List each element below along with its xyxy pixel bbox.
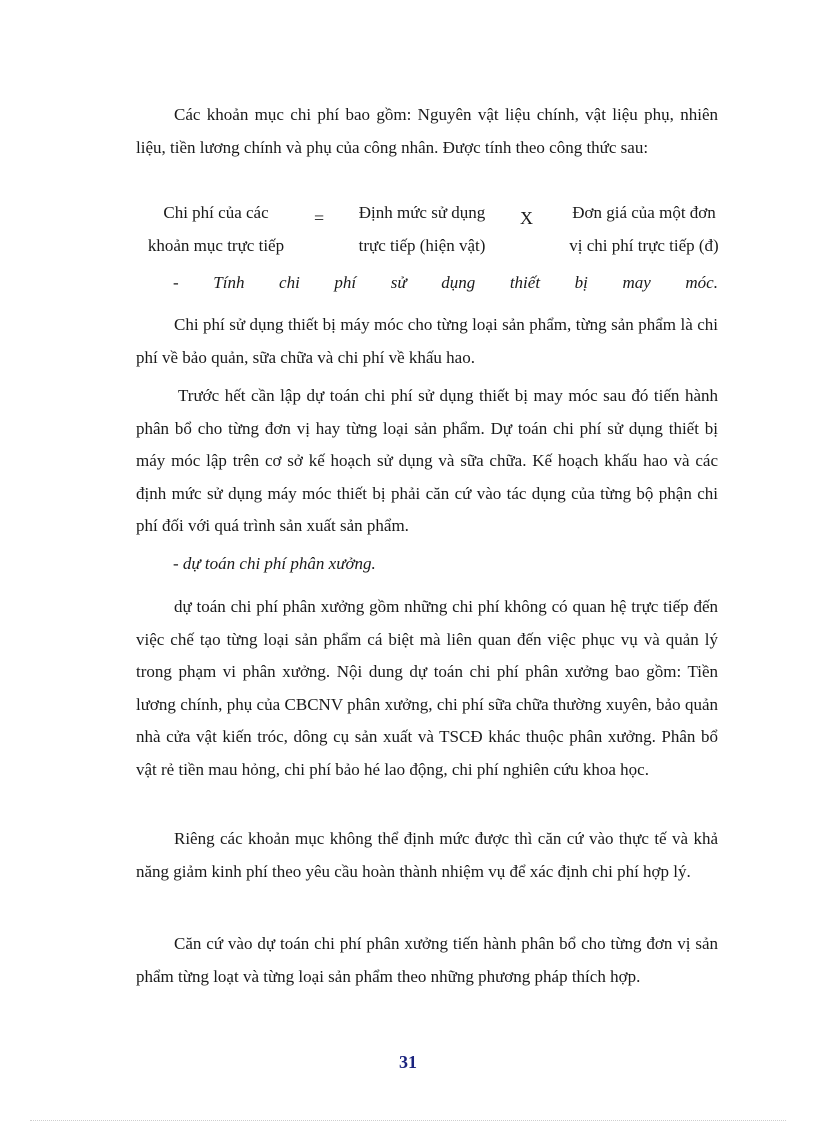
formula-middle-term xyxy=(342,196,502,262)
body-paragraph: Riêng các khoản mục không thể định mức được thì căn cứ vào thực tế và khả năng giảm kinh phí theo yêu cầu hoàn thành nhiệm vụ để xác định chi phí hợp lý. xyxy=(136,829,718,881)
body-paragraph: Chi phí sử dụng thiết bị máy móc cho từng loại sản phẩm, từng sản phẩm là chi phí về bảo quản, sữa chữa và chi phí về khấu hao. xyxy=(136,315,718,367)
equipment-cost-heading xyxy=(173,273,718,293)
intro-paragraph: Các khoản mục chi phí bao gồm: Nguyên vật liệu chính, vật liệu phụ, nhiên liệu, tiền lương chính và phụ của công nhân. Được tính theo công thức sau: xyxy=(136,105,718,157)
formula-right-term xyxy=(554,196,734,262)
formula-right-line-2: vị chi phí trực tiếp (đ) xyxy=(569,236,719,255)
page-number: 31 xyxy=(399,1052,417,1072)
workshop-paragraph-1-block xyxy=(136,591,718,786)
heading-word: may xyxy=(622,273,651,292)
formula-right-line-1: Đơn giá của một đơn xyxy=(572,203,716,222)
formula-left-line-2: khoản mục trực tiếp xyxy=(147,236,285,255)
body-paragraph: Trước hết cần lập dự toán chi phí sử dụng thiết bị may móc sau đó tiến hành phân bổ cho từng đơn vị hay từng loại sản phẩm. Dự toán chi phí sử dụng thiết bị máy móc lập trên cơ sở kế hoạch sử dụng và sữa chữa. Kế hoạch khấu hao và các định mức sử dụng máy móc thiết bị phải căn cứ vào tác dụng của từng bộ phận chi phí đối với quá trình sản xuất sản phẩm. xyxy=(136,386,718,535)
body-paragraph: dự toán chi phí phân xưởng gồm những chi phí không có quan hệ trực tiếp đến việc chế tạo từng loại sản phẩm cá biệt mà liên quan đến việc phục vụ và quản lý trong phạm vi phân xưởng. Nội dung dự toán chi phí phân xưởng bao gồm: Tiền lương chính, phụ của CBCNV phân xưởng, chi phí sữa chữa thường xuyên, bảo quản nhà cửa vật kiến tróc, dông cụ sản xuất và TSCĐ khác thuộc phân xưởng. Phân bổ vật rẻ tiền mau hỏng, chi phí bảo hé lao động, chi phí nghiên cứu khoa học. xyxy=(136,597,718,779)
workshop-paragraph-3-block xyxy=(136,928,718,993)
heading-dash: - xyxy=(173,273,179,292)
body-paragraph: Căn cứ vào dự toán chi phí phân xưởng tiến hành phân bổ cho từng đơn vị sản phẩm từng loạt và từng loại sản phẩm theo những phương pháp thích hợp. xyxy=(136,934,718,986)
cost-formula xyxy=(136,196,736,262)
heading-word: phí xyxy=(334,273,357,292)
heading-word: thiết xyxy=(509,273,541,292)
heading-word: sử xyxy=(390,273,407,292)
heading-word: móc. xyxy=(685,273,718,292)
equipment-paragraph-1-block xyxy=(136,309,718,374)
page-bottom-divider xyxy=(30,1120,786,1121)
heading-word: chi xyxy=(279,273,300,292)
formula-middle-line-2: trực tiếp (hiện vật) xyxy=(358,236,486,255)
formula-left-term xyxy=(136,196,296,262)
formula-middle-line-1: Định mức sử dụng xyxy=(358,203,486,222)
heading-word: dụng xyxy=(441,273,476,292)
workshop-cost-heading: - dự toán chi phí phân xưởng. xyxy=(173,554,376,573)
formula-multiply-sign: X xyxy=(520,208,533,228)
formula-left-line-1: Chi phí của các xyxy=(163,203,269,222)
heading-word: bị xyxy=(574,273,588,292)
intro-block xyxy=(136,99,718,164)
workshop-paragraph-2-block xyxy=(136,823,718,888)
heading-word: Tính xyxy=(213,273,245,292)
formula-equals-sign: = xyxy=(314,208,325,228)
equipment-paragraph-2-block xyxy=(136,380,718,543)
